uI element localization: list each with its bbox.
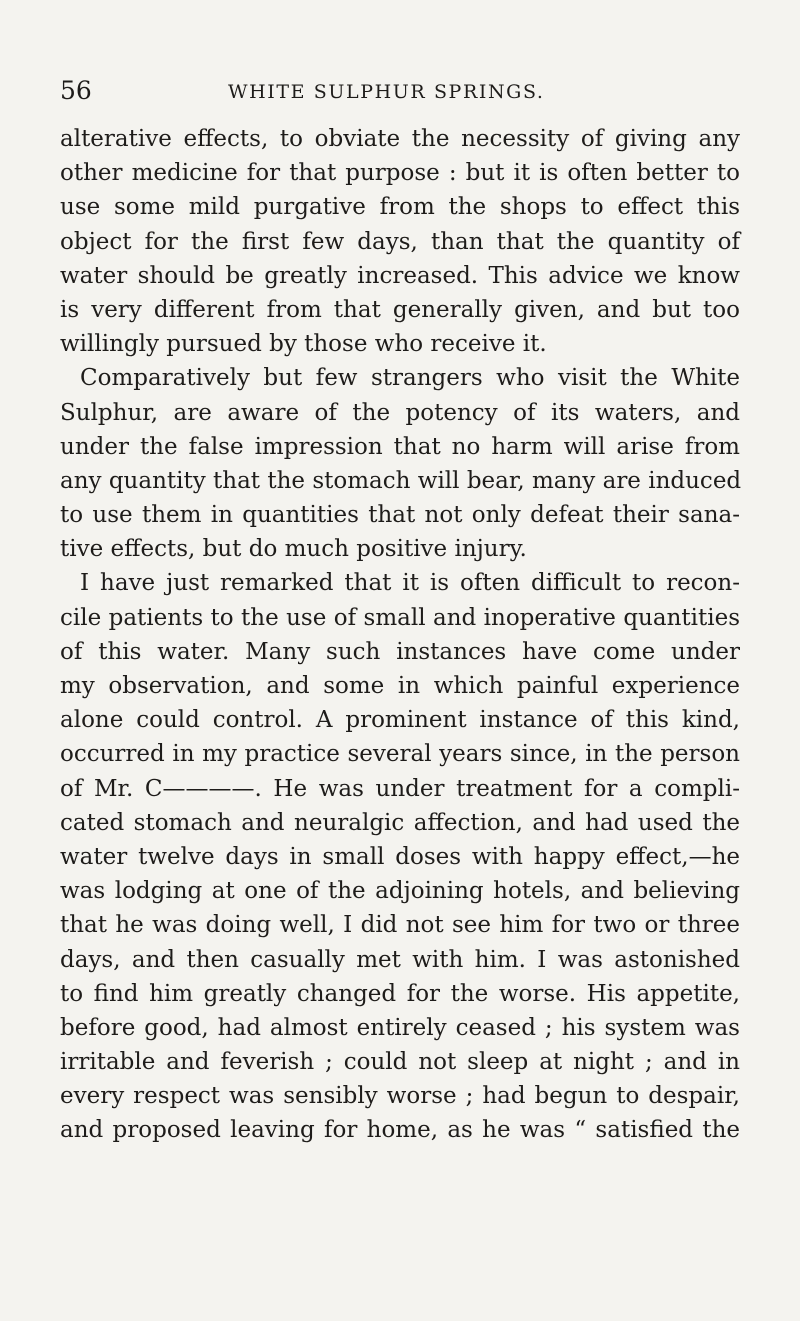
text-line: irritable and feverish ; could not sleep at night ; and in — [60, 1049, 740, 1076]
text-line: I have just remarked that it is often difficult to recon- — [80, 570, 740, 597]
text-line: water twelve days in small doses with happy effect,—he — [60, 843, 740, 870]
text-line: object for the first few days, than that the quantity of — [60, 228, 740, 255]
text-line: use some mild purgative from the shops to effect this — [60, 194, 740, 221]
text-line: other medicine for that purpose : but it is often better to — [60, 160, 740, 187]
text-line: alterative effects, to obviate the necessity of giving any — [60, 126, 740, 152]
text-line: every respect was sensibly worse ; had begun to despair, — [60, 1083, 740, 1110]
text-line: days, and then casually met with him. I was astonished — [60, 946, 740, 973]
text-line: Comparatively but few strangers who visit the White — [80, 365, 740, 392]
text-line: water should be greatly increased. This advice we know — [60, 262, 740, 289]
text-line: tive effects, but do much positive injury. — [60, 536, 527, 563]
text-line: of this water. Many such instances have come under — [60, 638, 740, 665]
text-line: under the false impression that no harm will arise from — [60, 433, 740, 460]
text-line: occurred in my practice several years since, in the person — [60, 741, 740, 768]
text-line: of Mr. C————. He was under treatment for a compli- — [60, 775, 740, 802]
running-head: WHITE SULPHUR SPRINGS. — [228, 81, 545, 103]
text-line: any quantity that the stomach will bear, many are induced — [60, 467, 742, 494]
text-line: was lodging at one of the adjoining hotels, and believing — [60, 878, 740, 905]
text-line: to find him greatly changed for the worse. His appetite, — [60, 980, 740, 1007]
page-header — [60, 76, 740, 106]
text-line: alone could control. A prominent instance of this kind, — [60, 707, 740, 734]
text-line: and proposed leaving for home, as he was “ satisfied the — [60, 1117, 740, 1144]
text-line: before good, had almost entirely ceased ; his system was — [60, 1014, 740, 1041]
page-number: 56 — [60, 76, 92, 105]
body-text — [60, 122, 740, 1148]
text-line: cile patients to the use of small and inoperative quantities — [60, 604, 740, 631]
text-line: willingly pursued by those who receive it. — [60, 331, 547, 358]
text-line: to use them in quantities that not only defeat their sana- — [60, 502, 740, 529]
text-line: my observation, and some in which painful experience — [60, 673, 740, 699]
text-line: is very different from that generally given, and but too — [60, 296, 740, 323]
text-line: cated stomach and neuralgic affection, and had used the — [60, 809, 740, 836]
text-line: that he was doing well, I did not see him for two or three — [60, 912, 740, 939]
text-line: Sulphur, are aware of the potency of its waters, and — [60, 399, 740, 426]
